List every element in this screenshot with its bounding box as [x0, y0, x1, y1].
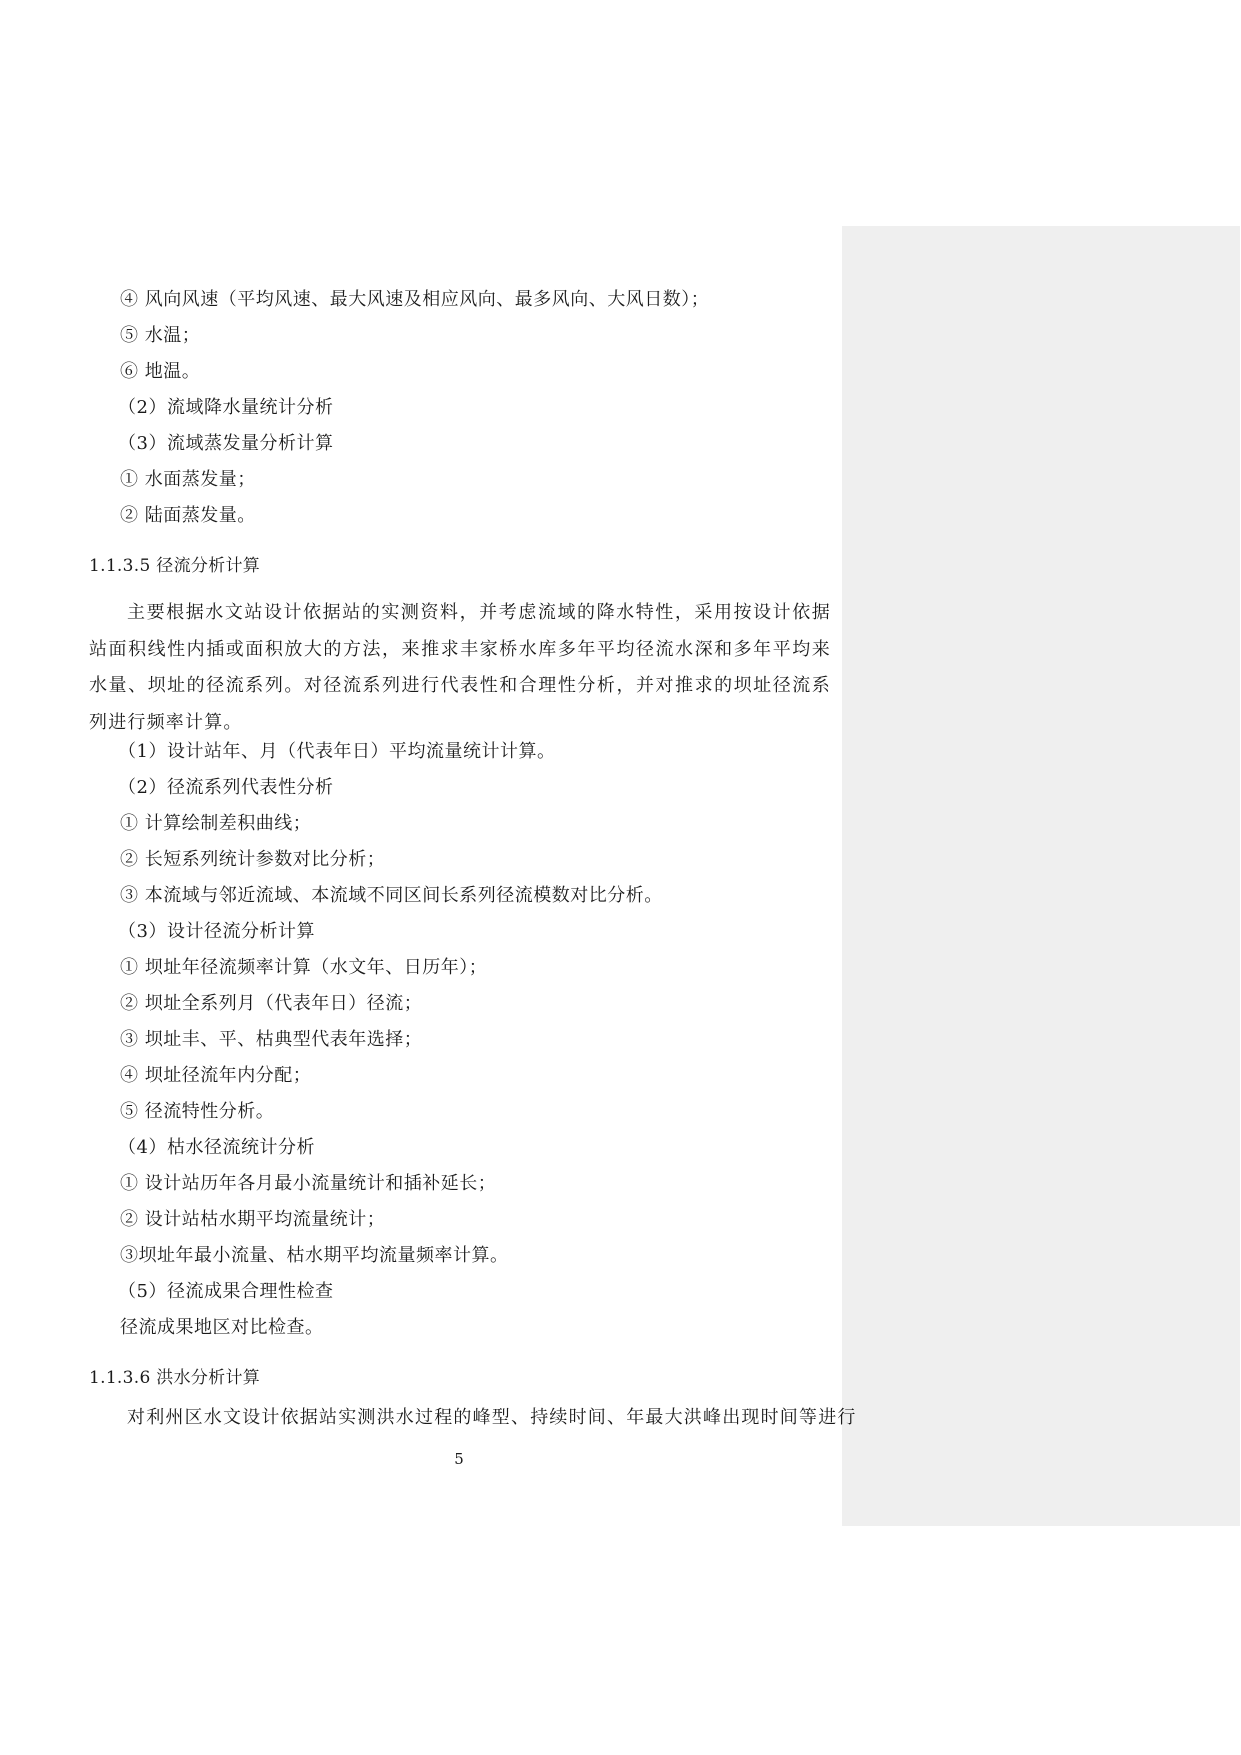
list-item: （4）枯水径流统计分析: [118, 1137, 315, 1158]
body-paragraph: 对利州区水文设计依据站实测洪水过程的峰型、持续时间、年最大洪峰出现时间等进行: [127, 1407, 857, 1428]
page-number: 5: [454, 1450, 464, 1468]
section-heading-1135: 1.1.3.5 径流分析计算: [89, 556, 261, 576]
list-item: ① 坝址年径流频率计算（水文年、日历年）；: [120, 957, 488, 978]
list-item: ③ 本流域与邻近流域、本流域不同区间长系列径流模数对比分析。: [120, 885, 663, 906]
list-item: （3）流域蒸发量分析计算: [118, 433, 334, 454]
list-item: ⑥ 地温。: [120, 361, 201, 382]
list-item: 径流成果地区对比检查。: [120, 1317, 324, 1338]
list-item: ① 设计站历年各月最小流量统计和插补延长；: [120, 1173, 497, 1194]
list-item: ④ 风向风速（平均风速、最大风速及相应风向、最多风向、大风日数）；: [120, 289, 710, 310]
list-item: （2）径流系列代表性分析: [118, 777, 334, 798]
list-item: ③ 坝址丰、平、枯典型代表年选择；: [120, 1029, 423, 1050]
list-item: ④ 坝址径流年内分配；: [120, 1065, 312, 1086]
list-item: ⑤ 水温；: [120, 325, 201, 346]
list-item: ② 坝址全系列月（代表年日）径流；: [120, 993, 423, 1014]
list-item: （2）流域降水量统计分析: [118, 397, 334, 418]
list-item: ① 计算绘制差积曲线；: [120, 813, 312, 834]
list-item: （5）径流成果合理性检查: [118, 1281, 334, 1302]
list-item: ② 长短系列统计参数对比分析；: [120, 849, 386, 870]
list-item: ② 陆面蒸发量。: [120, 505, 256, 526]
list-item: ⑤ 径流特性分析。: [120, 1101, 275, 1122]
section-heading-1136: 1.1.3.6 洪水分析计算: [89, 1368, 261, 1388]
list-item: （1）设计站年、月（代表年日）平均流量统计计算。: [118, 741, 556, 762]
comment-margin-pane: [842, 226, 1240, 1526]
list-item: ① 水面蒸发量；: [120, 469, 256, 490]
body-paragraph: 主要根据水文站设计依据站的实测资料，并考虑流域的降水特性，采用按设计依据站面积线性内插或面积放大的方法，来推求丰家桥水库多年平均径流水深和多年平均来水量、坝址的径流系列。对径流系列进行代表性和合理性分析，并对推求的坝址径流系列进行频率计算。: [89, 602, 831, 733]
list-item: ② 设计站枯水期平均流量统计；: [120, 1209, 386, 1230]
list-item: （3）设计径流分析计算: [118, 921, 315, 942]
list-item: ③坝址年最小流量、枯水期平均流量频率计算。: [120, 1245, 509, 1266]
